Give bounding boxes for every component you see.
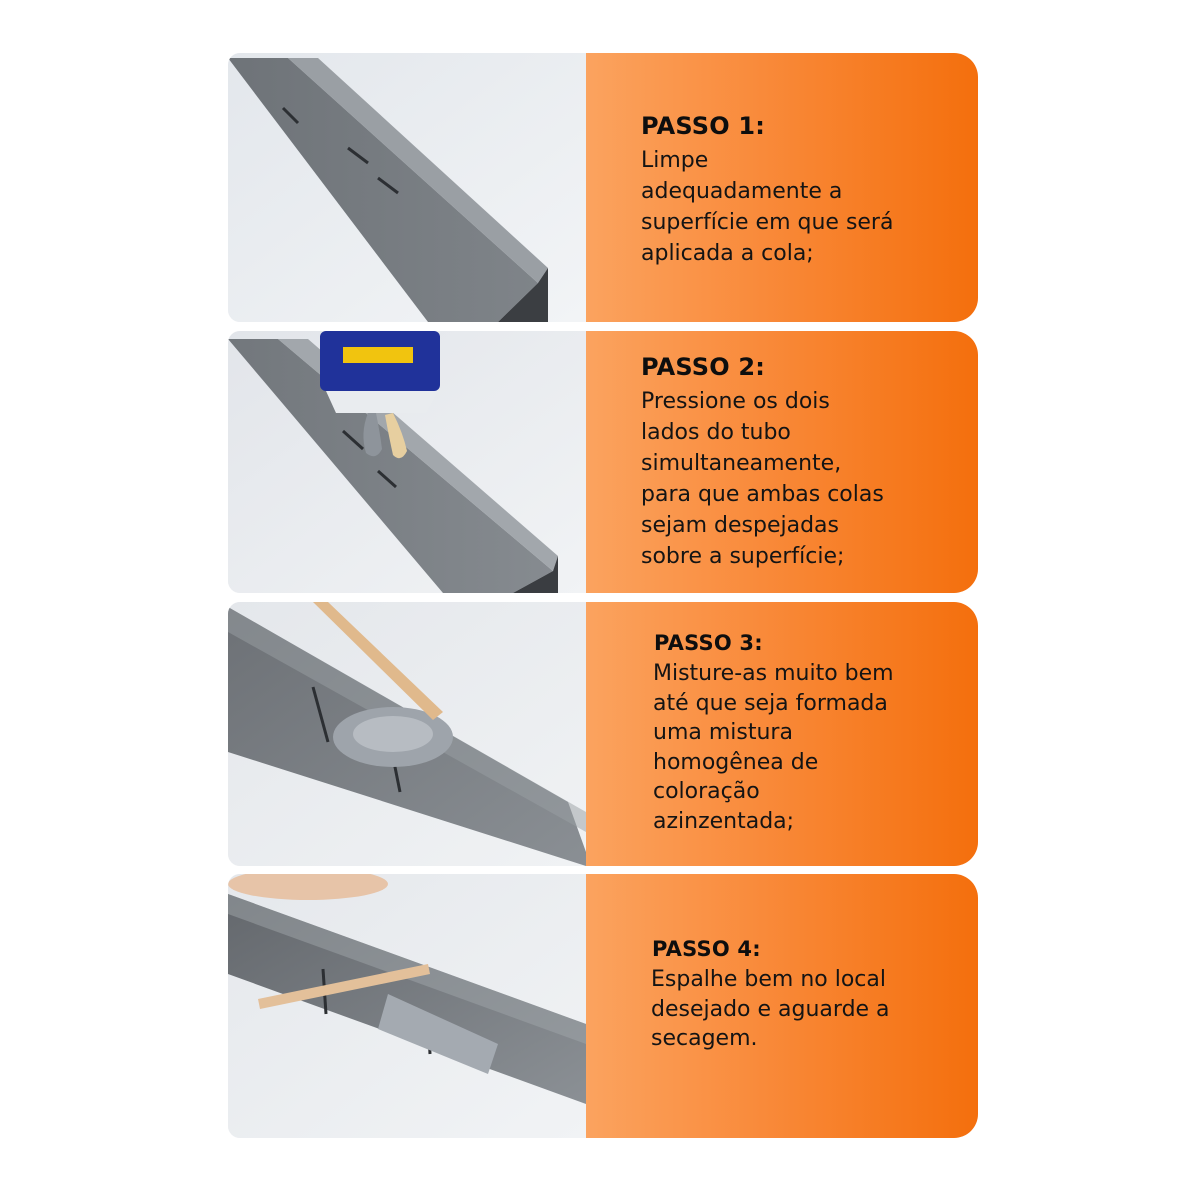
- step-card-2: [228, 331, 978, 593]
- step-panel-1: [586, 53, 978, 322]
- glue-tube-dispensing-photo: [228, 331, 586, 593]
- step-text-3: Misture-as muito bem até que seja formada uma mistura homogênea de coloração azinzentada;: [653, 661, 894, 834]
- metal-tube-clean-photo: [228, 53, 586, 322]
- step-card-4: [228, 874, 978, 1138]
- step-card-1: [228, 53, 978, 322]
- step-title-3: PASSO 3:: [654, 631, 763, 655]
- mixing-glue-stick-photo: [228, 602, 586, 866]
- spreading-glue-photo: [228, 874, 586, 1138]
- step-text-1: Limpe adequadamente a superfície em que será aplicada a cola;: [641, 148, 894, 266]
- step-title-2: PASSO 2:: [641, 353, 766, 381]
- step-text-4: Espalhe bem no local desejado e aguarde a secagem.: [651, 967, 890, 1051]
- step-title-1: PASSO 1:: [641, 112, 766, 140]
- step-panel-2: [586, 331, 978, 593]
- step-panel-4: [586, 874, 978, 1138]
- step-title-4: PASSO 4:: [652, 937, 761, 961]
- step-card-3: [228, 602, 978, 866]
- step-panel-3: [586, 602, 978, 866]
- step-text-2: Pressione os dois lados do tubo simultaneamente, para que ambas colas sejam despejadas sobre a superfície;: [641, 389, 884, 569]
